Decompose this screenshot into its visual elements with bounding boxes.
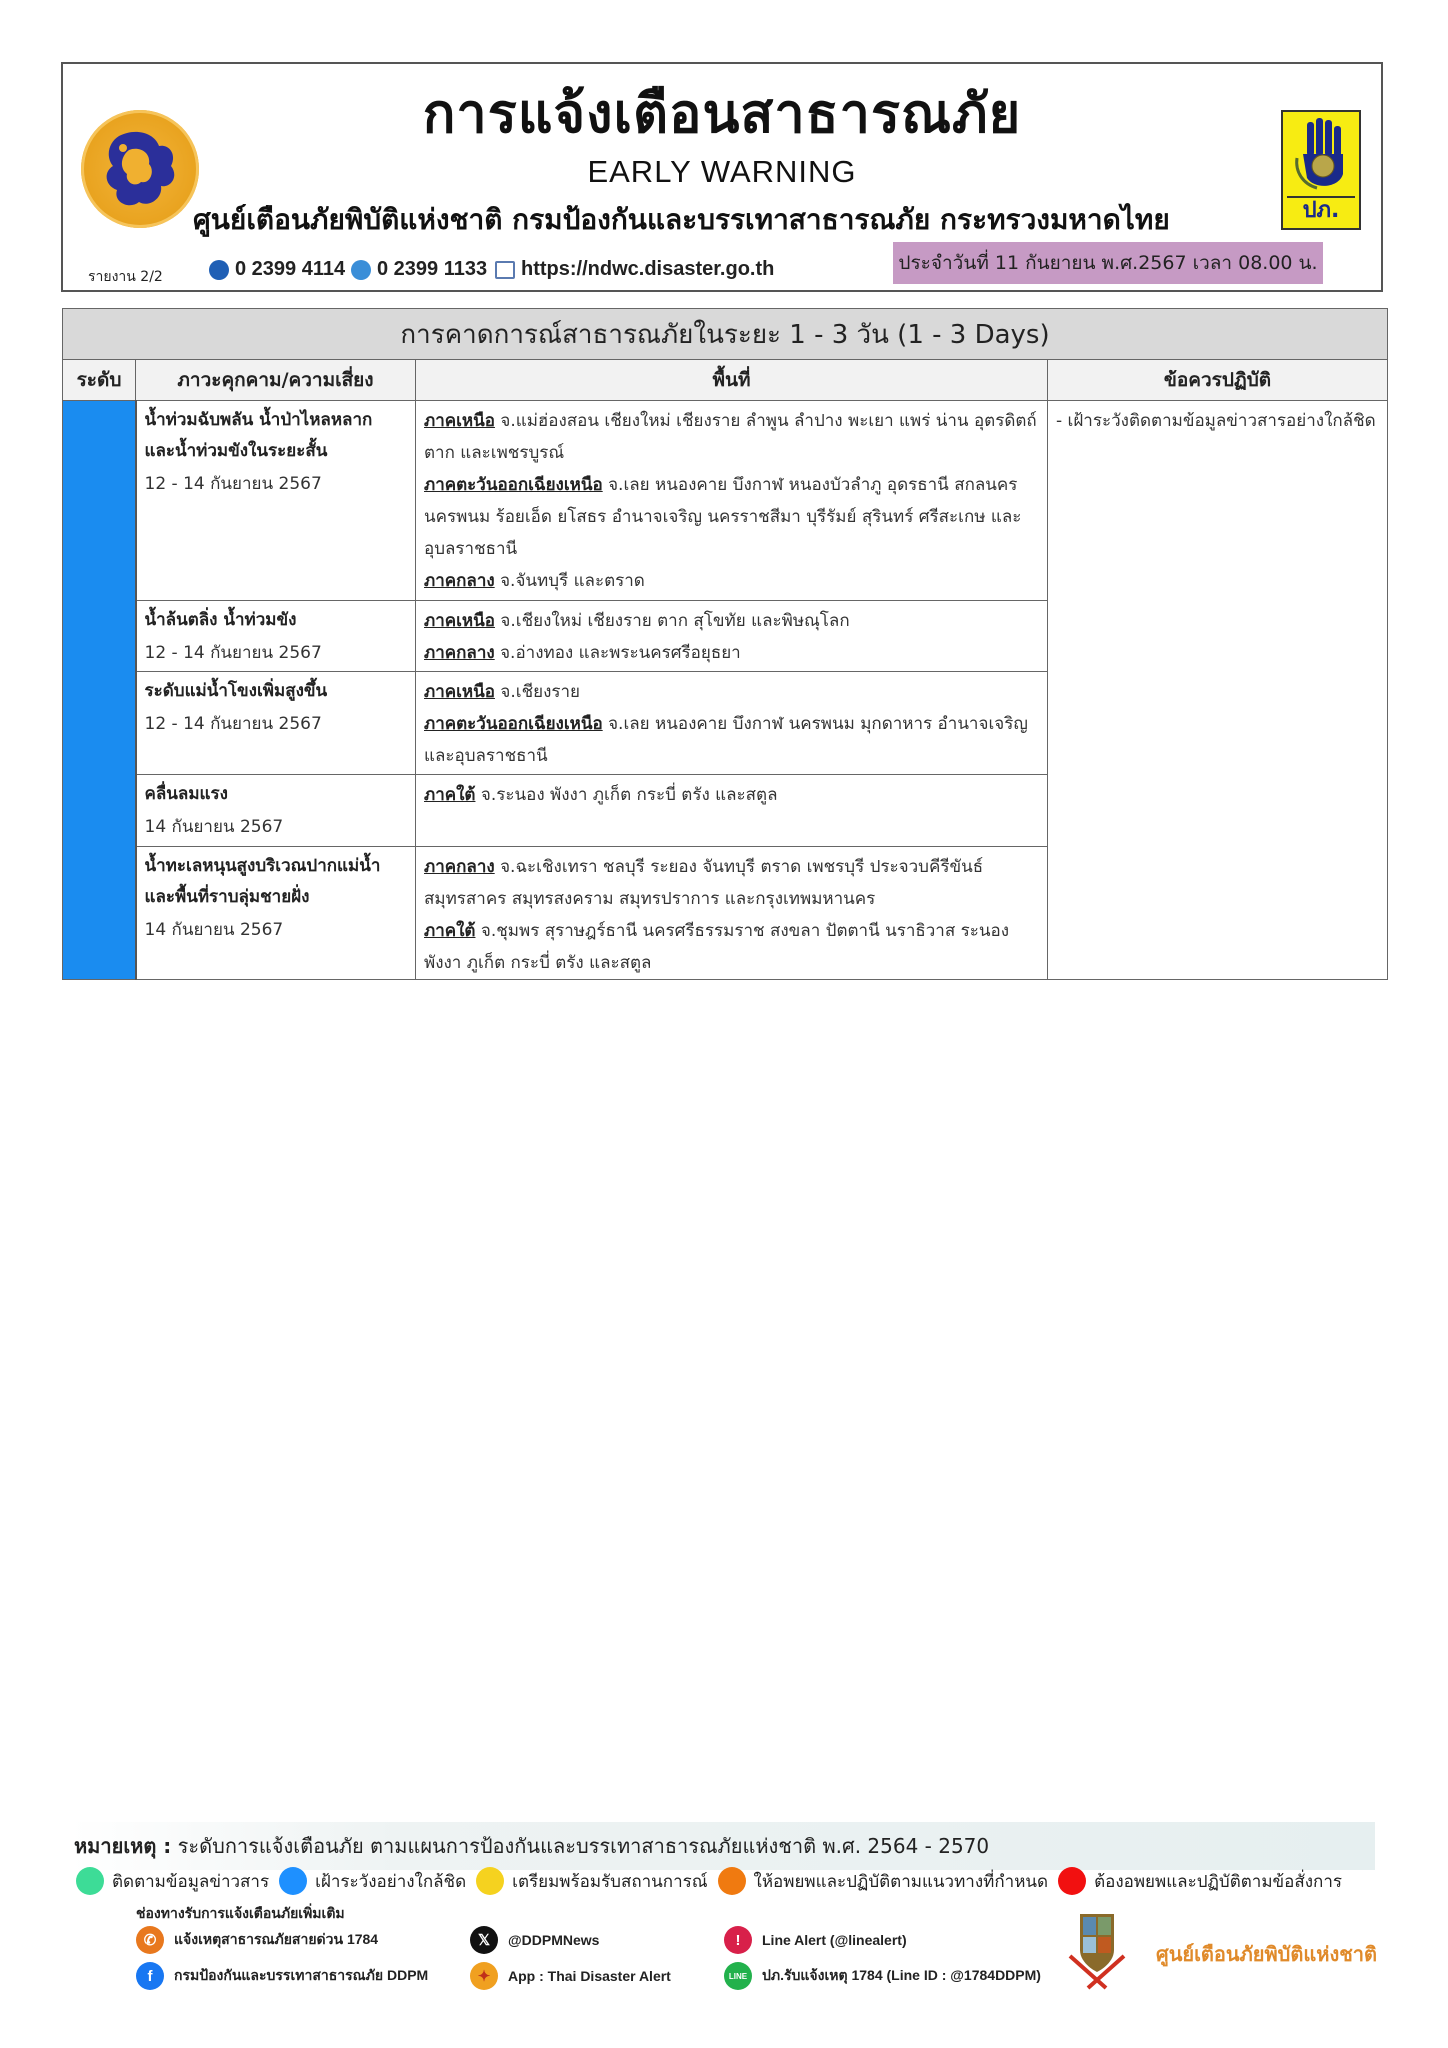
legend-item	[1058, 1867, 1342, 1895]
region-name: ภาคกลาง	[424, 857, 495, 877]
column-header-hazard: ภาวะคุกคาม/ความเสี่ยง	[136, 360, 416, 401]
ddpm-logo	[1281, 110, 1361, 230]
facebook-icon: f	[136, 1962, 164, 1990]
region-name: ภาคใต้	[424, 921, 476, 941]
fax-contact[interactable]	[351, 258, 487, 281]
province-list: จ.เชียงใหม่ เชียงราย ตาก สุโขทัย และพิษณุโลก	[500, 611, 850, 631]
region-name: ภาคเหนือ	[424, 611, 495, 631]
channel-label: กรมป้องกันและบรรเทาสาธารณภัย DDPM	[174, 1967, 429, 1983]
app-icon: ✦	[470, 1962, 498, 1990]
alert-icon: !	[724, 1926, 752, 1954]
region-name: ภาคใต้	[424, 785, 476, 805]
area-entry	[424, 676, 1039, 708]
legend-dot-green	[76, 1867, 104, 1895]
legend-item	[76, 1867, 269, 1895]
province-list: จ.เชียงราย	[500, 682, 581, 702]
website-link[interactable]	[495, 258, 774, 281]
fax-number: 0 2399 1133	[377, 258, 488, 280]
legend-label: เตรียมพร้อมรับสถานการณ์	[512, 1871, 708, 1892]
area-entry	[424, 405, 1039, 469]
area-entry	[424, 779, 1039, 811]
region-name: ภาคกลาง	[424, 571, 495, 591]
area-cell	[416, 401, 1048, 601]
channel-label: @DDPMNews	[508, 1932, 600, 1948]
channel-label: ปภ.รับแจ้งเหตุ 1784 (Line ID : @1784DDPM)	[762, 1967, 1041, 1983]
area-entry	[424, 708, 1039, 772]
report-number: รายงาน 2/2	[88, 269, 163, 285]
region-name: ภาคกลาง	[424, 643, 495, 663]
hazard-date: 14 กันยายน 2567	[144, 920, 284, 940]
area-entry	[424, 915, 1039, 979]
hazard-cell	[136, 401, 416, 601]
warning-level-cell	[63, 401, 136, 980]
hazard-cell	[136, 601, 416, 672]
channel-hotline[interactable]	[136, 1926, 378, 1954]
area-entry	[424, 469, 1039, 565]
table-header-row	[63, 360, 1388, 401]
legend-label: ให้อพยพและปฏิบัติตามแนวทางที่กำหนด	[753, 1871, 1049, 1892]
phone-icon: ✆	[136, 1926, 164, 1954]
region-name: ภาคตะวันออกเฉียงเหนือ	[424, 714, 603, 734]
region-name: ภาคตะวันออกเฉียงเหนือ	[424, 475, 603, 495]
website-url: https://ndwc.disaster.go.th	[521, 258, 775, 280]
legend-dot-yellow	[476, 1867, 504, 1895]
page-subtitle: EARLY WARNING	[587, 154, 857, 189]
channel-line-alert[interactable]	[724, 1926, 907, 1954]
hazard-cell	[136, 775, 416, 847]
ddpm-logo-text: ปภ.	[1287, 196, 1355, 224]
ndwc-emblem-icon	[1066, 1910, 1128, 1990]
note-label: หมายเหตุ :	[74, 1834, 172, 1858]
area-entry	[424, 851, 1039, 915]
phone-contact[interactable]	[209, 258, 345, 281]
hazard-cell	[136, 672, 416, 775]
column-header-advice: ข้อควรปฏิบัติ	[1048, 360, 1388, 401]
legend-label: เฝ้าระวังอย่างใกล้ชิด	[315, 1871, 467, 1892]
area-cell	[416, 672, 1048, 775]
hazard-date: 12 - 14 กันยายน 2567	[144, 643, 322, 663]
forecast-table	[62, 308, 1388, 980]
province-list: จ.อ่างทอง และพระนครศรีอยุธยา	[500, 643, 741, 663]
area-cell	[416, 601, 1048, 672]
hazard-name: น้ำทะเลหนุนสูงบริเวณปากแม่น้ำ	[144, 856, 381, 876]
area-cell	[416, 775, 1048, 847]
hazard-name: น้ำท่วมฉับพลัน น้ำป่าไหลหลาก	[144, 410, 373, 430]
ndwc-label: ศูนย์เตือนภัยพิบัติแห่งชาติ	[1156, 1942, 1377, 1966]
advice-cell: - เฝ้าระวังติดตามข้อมูลข่าวสารอย่างใกล้ชิด	[1048, 401, 1388, 980]
page-title: การแจ้งเตือนสาธารณภัย	[422, 82, 1022, 145]
area-cell	[416, 847, 1048, 980]
organization-line: ศูนย์เตือนภัยพิบัติแห่งชาติ กรมป้องกันและบรรเทาสาธารณภัย กระทรวงมหาดไทย	[193, 203, 1170, 236]
phone-icon	[209, 260, 229, 280]
channel-line[interactable]	[724, 1962, 1041, 1990]
legend-dot-red	[1058, 1867, 1086, 1895]
hazard-date: 12 - 14 กันยายน 2567	[144, 714, 322, 734]
table-row	[63, 401, 1388, 601]
hazard-name: น้ำล้นตลิ่ง น้ำท่วมขัง	[144, 610, 297, 630]
phone-number: 0 2399 4114	[235, 258, 346, 280]
channel-x[interactable]	[470, 1926, 599, 1954]
province-list: จ.แม่ฮ่องสอน เชียงใหม่ เชียงราย ลำพูน ลำปาง พะเยา แพร่ น่าน อุตรดิตถ์ ตาก และเพชรบูรณ์	[424, 411, 1037, 463]
table-title-row	[63, 309, 1388, 360]
province-list: จ.เลย หนองคาย บึงกาฬ หนองบัวลำภู อุดรธานี สกลนคร นครพนม ร้อยเอ็ด ยโสธร อำนาจเจริญ นครราชสีมา บุรีรัมย์ สุรินทร์ ศรีสะเกษ และอุบลราชธานี	[424, 475, 1022, 559]
hazard-name: คลื่นลมแรง	[144, 784, 228, 804]
legend-dot-blue	[279, 1867, 307, 1895]
area-entry	[424, 565, 1039, 597]
hazard-date: 14 กันยายน 2567	[144, 817, 284, 837]
table-title: การคาดการณ์สาธารณภัยในระยะ 1 - 3 วัน (1 - 3 Days)	[63, 309, 1388, 360]
web-icon	[495, 261, 515, 279]
footer-note	[74, 1830, 989, 1862]
channels-title: ช่องทางรับการแจ้งเตือนภัยเพิ่มเติม	[136, 1906, 345, 1922]
warning-level-legend	[76, 1866, 1352, 1896]
channel-facebook[interactable]	[136, 1962, 428, 1990]
legend-label: ต้องอพยพและปฏิบัติตามข้อสั่งการ	[1094, 1871, 1343, 1892]
hazard-cell	[136, 847, 416, 980]
hand-emblem-icon	[1293, 118, 1351, 194]
province-list: จ.เลย หนองคาย บึงกาฬ นครพนม มุกดาหาร อำนาจเจริญ และอุบลราชธานี	[424, 714, 1028, 766]
province-list: จ.ระนอง พังงา ภูเก็ต กระบี่ ตรัง และสตูล	[480, 785, 778, 805]
area-entry	[424, 637, 1039, 669]
channel-app[interactable]	[470, 1962, 671, 1990]
hazard-name: และน้ำท่วมขังในระยะสั้น	[144, 441, 328, 461]
region-name: ภาคเหนือ	[424, 411, 495, 431]
province-list: จ.ฉะเชิงเทรา ชลบุรี ระยอง จันทบุรี ตราด เพชรบุรี ประจวบคีรีขันธ์ สมุทรสาคร สมุทรสงคราม สมุทรปราการ และกรุงเทพมหานคร	[424, 857, 984, 909]
column-header-level: ระดับ	[63, 360, 136, 401]
province-list: จ.จันทบุรี และตราด	[500, 571, 645, 591]
area-entry	[424, 605, 1039, 637]
note-text: ระดับการแจ้งเตือนภัย ตามแผนการป้องกันและบรรเทาสาธารณภัยแห่งชาติ พ.ศ. 2564 - 2570	[177, 1834, 990, 1858]
channel-label: App : Thai Disaster Alert	[508, 1968, 671, 1984]
column-header-area: พื้นที่	[416, 360, 1048, 401]
legend-item	[718, 1867, 1049, 1895]
legend-item	[476, 1867, 707, 1895]
channel-label: แจ้งเหตุสาธารณภัยสายด่วน 1784	[174, 1931, 379, 1947]
warning-header	[61, 62, 1383, 292]
hazard-date: 12 - 14 กันยายน 2567	[144, 474, 322, 494]
hazard-name: ระดับแม่น้ำโขงเพิ่มสูงขึ้น	[144, 681, 328, 701]
hazard-name: และพื้นที่ราบลุ่มชายฝั่ง	[144, 887, 310, 907]
report-date: ประจำวันที่ 11 กันยายน พ.ศ.2567 เวลา 08.00 น.	[893, 242, 1323, 284]
legend-label: ติดตามข้อมูลข่าวสาร	[112, 1871, 270, 1892]
province-list: จ.ชุมพร สุราษฎร์ธานี นครศรีธรรมราช สงขลา ปัตตานี นราธิวาส ระนอง พังงา ภูเก็ต กระบี่ ตรัง และสตูล	[424, 921, 1010, 973]
line-icon: LINE	[724, 1962, 752, 1990]
legend-item	[279, 1867, 466, 1895]
legend-dot-orange	[718, 1867, 746, 1895]
fax-icon	[351, 260, 371, 280]
channel-label: Line Alert (@linealert)	[762, 1932, 907, 1948]
region-name: ภาคเหนือ	[424, 682, 495, 702]
x-icon: 𝕏	[470, 1926, 498, 1954]
